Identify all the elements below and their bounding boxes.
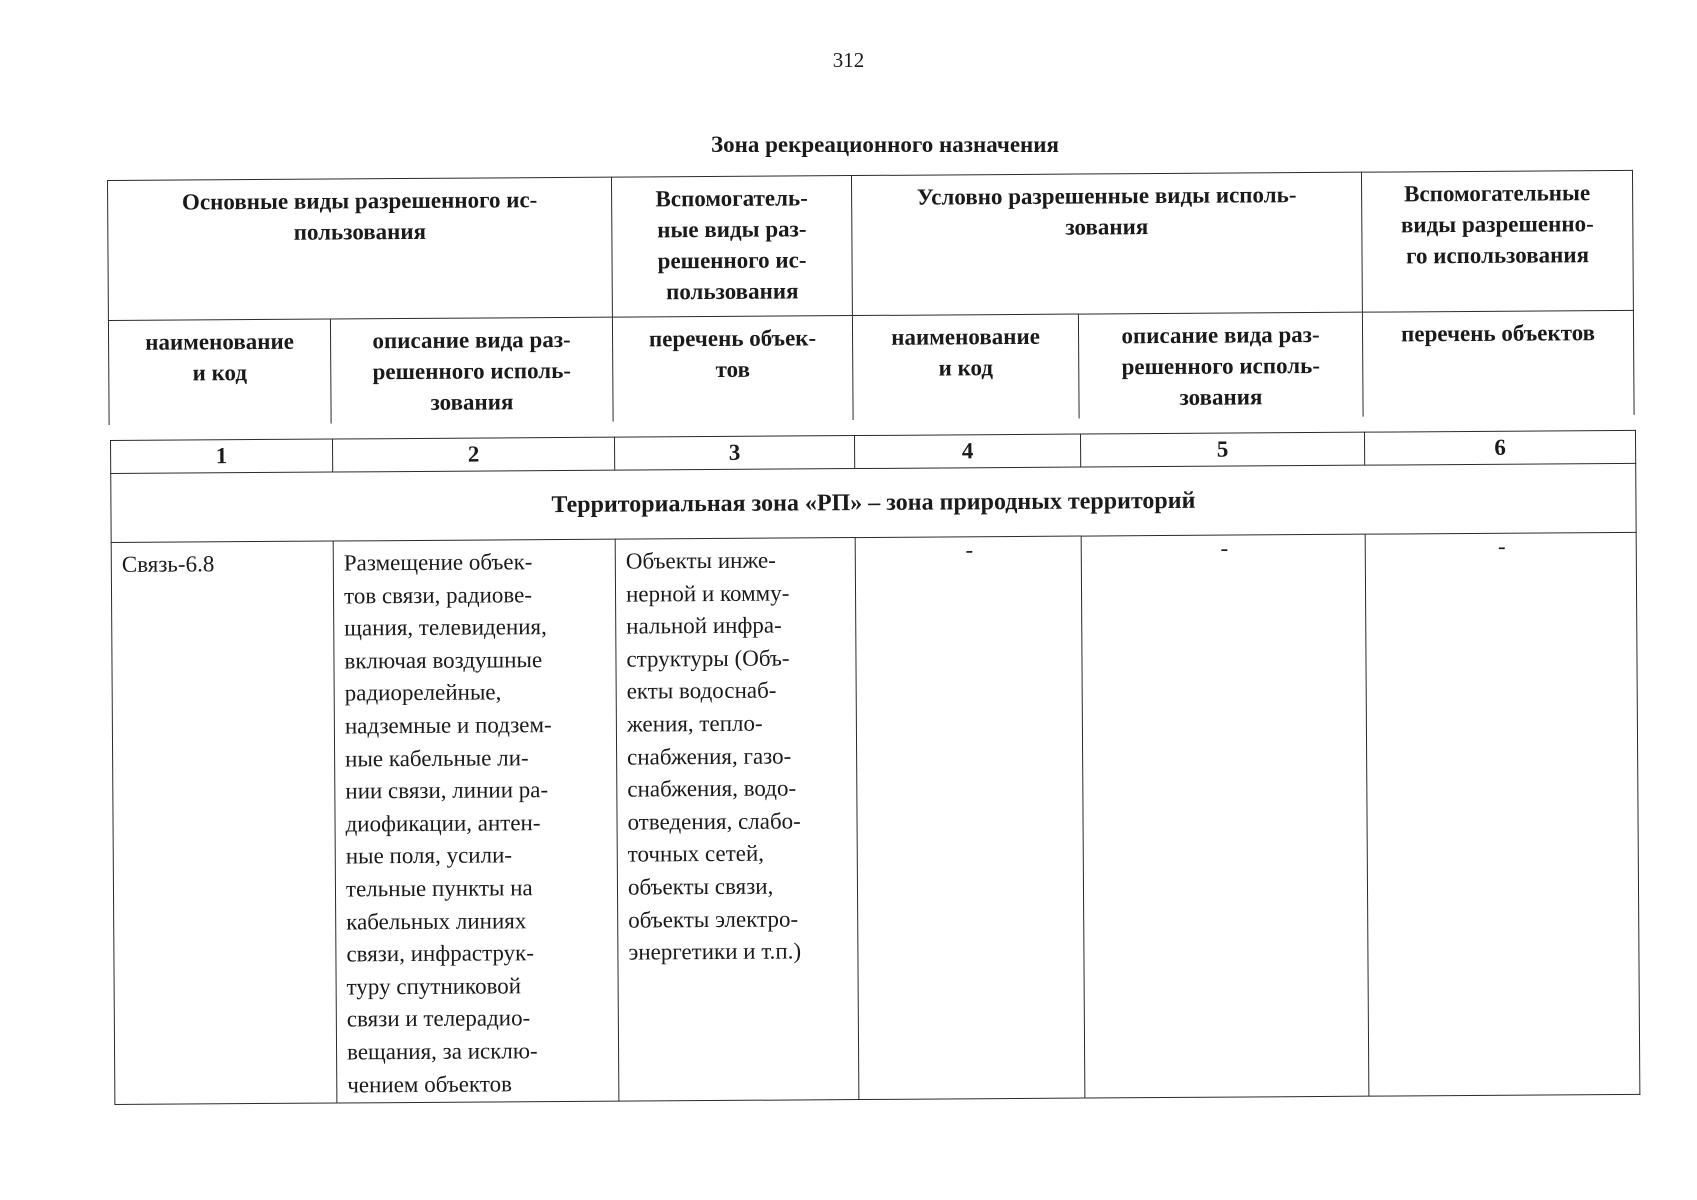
cell-objects-list: Объекты инже- нерной и комму- нальной инфра- структуры (Объ- екты водоснаб- жения, тепло- снабжения, газо- снабжения, водо- отведения, слабо- точных сетей, объекты связи, объекты электро- энергетики и т.п.) (615, 538, 859, 1102)
column-number: 3 (614, 436, 854, 471)
column-header-objects-list: перечень объек- тов (612, 316, 853, 422)
column-header-cond-name-code: наименование и код (852, 314, 1079, 420)
column-number: 4 (854, 434, 1080, 468)
column-number: 1 (111, 439, 333, 473)
column-header-aux-objects-list: перечень объектов (1362, 310, 1634, 416)
table-row (111, 532, 1640, 1104)
header-table (107, 170, 1635, 425)
column-header-name-code: наименование и код (108, 319, 331, 425)
column-header-cond-description: описание вида раз- решенного исполь- зования (1078, 312, 1363, 418)
column-header-description: описание вида раз- решенного исполь- зования (330, 317, 613, 423)
conditional-uses-group-header: Условно разрешенные виды исполь- зования (852, 172, 1363, 315)
cell-aux-objects-list: - (1365, 532, 1640, 1096)
body-table (110, 430, 1640, 1105)
cell-name-code: Связь-6.8 (111, 541, 337, 1104)
table-title: Зона рекреационного назначения (711, 132, 1059, 157)
column-number: 5 (1080, 432, 1364, 467)
main-uses-group-header: Основные виды разрешенного ис- пользования (108, 177, 613, 320)
cell-cond-description: - (1081, 534, 1369, 1098)
auxiliary-uses-group-header-2: Вспомогательные виды разрешенно- го использования (1361, 170, 1633, 312)
column-number: 2 (332, 437, 614, 472)
cell-description: Размещение объек- тов связи, радиове- щания, телевидения, включая воздушные радиорелейные, надземные и подзем- ные кабельные ли- нии связи, линии ра- диофикации, антен- ные поля, усили- тельные пункты на кабельных линиях связи, инфраструк- туру спутниковой связи и телерадио- вещания, за исклю- чением объектов (333, 539, 619, 1103)
cell-cond-name-code: - (855, 536, 1085, 1099)
column-number: 6 (1364, 430, 1635, 465)
zone-title: Территориальная зона «РП» – зона природных территорий (111, 463, 1636, 542)
auxiliary-uses-group-header: Вспомогатель- ные виды раз- решенного ис- пользования (612, 176, 853, 318)
page-number: 312 (832, 48, 865, 72)
